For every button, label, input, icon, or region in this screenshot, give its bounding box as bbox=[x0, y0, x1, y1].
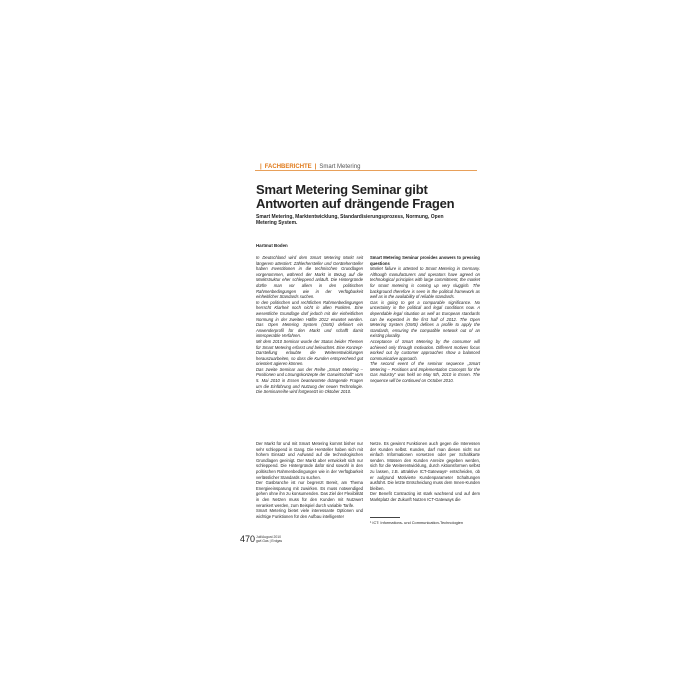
journal-name: gwf-Gas | Erdgas bbox=[256, 539, 283, 543]
abstract-en-title: Smart Metering Seminar provides answers to pressing questions bbox=[370, 255, 480, 266]
article-title: Smart Metering Seminar gibt Antworten auf drängende Fragen bbox=[256, 182, 455, 211]
abstract-de-paragraph: Mit dem 2010 Seminar wurde der Status beider Themen für Smart Metering erfasst und beleuchtet. Eine Konzept-Darstellung erlaubte die Weiterentwicklungen herauszuarbeiten, so dass die Kunden entsprechend gut orientiert agieren können. bbox=[256, 338, 363, 367]
body-paragraph: Der Benefit Contracting ist stark wachsend und auf dem Marktplatz der Zukunft Nutzen ICT-Gateways die bbox=[370, 491, 480, 502]
body-column-left bbox=[256, 441, 363, 519]
abstract-english bbox=[370, 255, 480, 384]
header-bar-right: | bbox=[314, 164, 317, 170]
footnote-rule bbox=[370, 517, 400, 518]
abstract-en-paragraph: Gas is going to get a comparable significance. No uncertainty in the political and legal conditions now. A dependable legal situation as well as European standards can be expected in the first half of 2012. The Open Metering System (OMS) defines a profile to apply the standards, ensuring the compatible network out of an existing plurality. bbox=[370, 299, 480, 339]
abstract-en-paragraph: The second event of the seminar sequence „Smart Metering – Positions and Implementation Concepts for the Gas Industry“ was held on May 5th, 2010 in Essen. The sequence will be continued on October 2010. bbox=[370, 361, 480, 384]
abstract-en-paragraph: Acceptance of Smart Metering by the consumer will achieved only through motivation. Different motives focus worked out by customer approaches show a balanced communicative approach. bbox=[370, 338, 480, 361]
body-paragraph: Netze. Es gewinnt Funktionen auch gegen die Interessen der Kunden selbst. Kunden, darf man diesen nicht nur einfach Informationen vorsetzen oder per Schaltkarte senden. Müssen den Kunden Anreize gegeben werden, sich für die Weiterentwicklung, durch Aktionsformen selbst zu lassen, z.B. attraktive ICT-Gateways¹ entscheiden, ob er aufgrund Motivierte Kundenparameter Schaltungen ausführt. Die letzte Entscheidung muss dem Innen-Kunden bleiben. bbox=[370, 441, 480, 491]
topic-label: Smart Metering bbox=[319, 164, 361, 170]
abstract-de-paragraph: Das zweite Seminar aus der Reihe „Smart Metering – Positionen und Lösungskonzepte der Gaswirtschaft“ vom 5. Mai 2010 in Essen beantwortete drängende Fragen um die Einführung und Nutzung der neuen Technologie. Die Seminarreihe wird fortgesetzt im Oktober 2010. bbox=[256, 366, 363, 395]
abstract-de-paragraph: In den politischen und rechtlichen Rahmenbedingungen herrscht Klarheit noch nicht in allen Punkten. Eine wesentliche Grundlage darf jedoch mit der einheitlichen Normung in der zweiten Hälfte 2012 erwartet werden. Das Open Metering System (OMS) definiert ein Anwenderprofil für den Markt und schafft damit interoperable Verfahren. bbox=[256, 299, 363, 339]
body-column-right bbox=[370, 441, 480, 503]
abstract-german bbox=[256, 255, 363, 395]
running-header bbox=[257, 164, 360, 171]
body-paragraph: Der Markt für und mit Smart Metering kommt bisher nur sehr schleppend in Gang. Die Hersteller haben sich mit hohem Einsatz und Aufwand auf die technologischen Grundlagen geeinigt. Der Markt aber entwickelt sich nur schleppend. Die Hintergründe dafür sind sowohl in den politischen Rahmenbedingungen wie in der Verfügbarkeit verlässlicher Standards zu suchen. bbox=[256, 441, 363, 480]
header-bar-left: | bbox=[260, 164, 262, 170]
body-paragraph: Der Gasbranche ist nur begrenzt Bereit, am Thema Energieeinsparung mit zuwirken. Es muss notwendiged gehen ohne ihn zu konsumenden. Das Ziel der Flexibilität in den Netzen muss für den Kunden mit Nutzwert verankert werden, zum Beispiel durch variable Tarife. bbox=[256, 480, 363, 508]
journal-info bbox=[256, 535, 282, 543]
journal-issue: Juli/August 2010 bbox=[256, 535, 282, 539]
page-number: 470 bbox=[240, 534, 256, 544]
footnote: ¹ ICT: Informations- und Communication-Technologien bbox=[370, 520, 463, 525]
abstract-en-paragraph: Market failure is attested to Smart Metering in Germany. Although manufacturers and operators have agreed on technological principles with large commitment, the market for smart metering is coming up very sluggish. The background therefore is seen in the political framework as well as in the availability of reliable standards. bbox=[370, 266, 480, 300]
section-label: FACHBERICHTE bbox=[264, 164, 312, 170]
article-keywords: Smart Metering, Marktentwicklung, Standardisierungsprozess, Normung, Open Metering System. bbox=[256, 214, 444, 227]
article-author: Hartmut Boden bbox=[256, 243, 288, 248]
body-paragraph: Smart Metering bietet viele interessante Optionen und wichtige Funktionen für den Aufbau intelligenter bbox=[256, 508, 363, 519]
abstract-de-paragraph: In Deutschland wird dem Smart Metering Markt seit längerem attestiert: Zählerhersteller und Gerätehersteller haben Investitionen in die technischen Grundlagen vorgenommen, während der Markt in Bezug auf die Marktstruktur eher schleppend anläuft. Die Hintergründe dürfte man vor allem in den politischen Rahmenbedingungen wie in der Verfügbarkeit einheitlicher Standards suchen. bbox=[256, 255, 363, 300]
